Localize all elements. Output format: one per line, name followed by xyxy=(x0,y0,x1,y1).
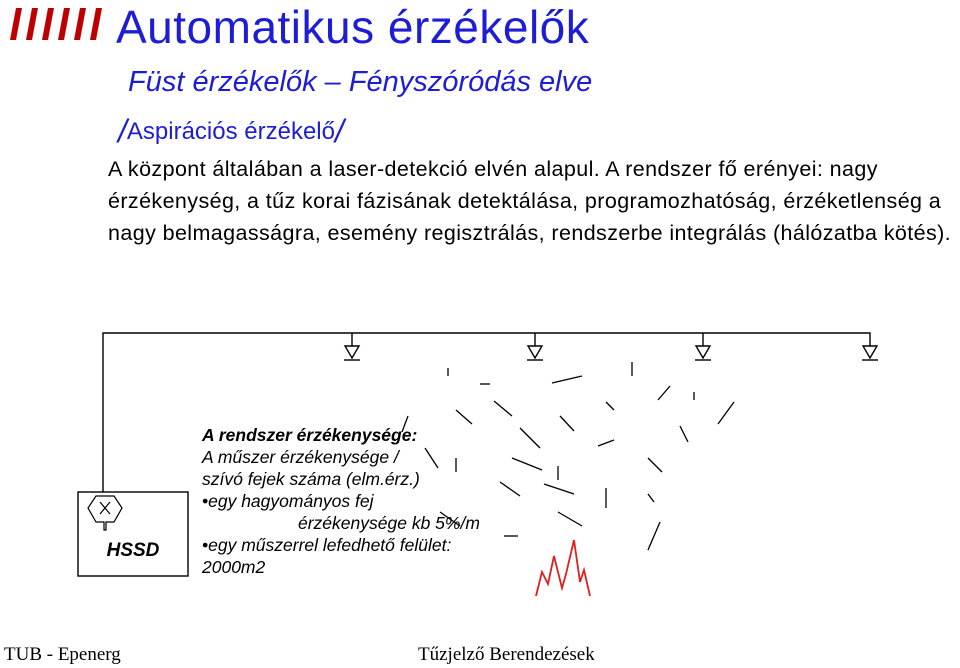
footer-course-title: Tűzjelző Berendezések xyxy=(418,644,595,665)
page-title: Automatikus érzékelők xyxy=(116,1,590,53)
sensitivity-bullet: •egy műszerrel lefedhető felület: xyxy=(202,535,452,555)
sensitivity-line: szívó fejek száma (elm.érz.) xyxy=(202,469,420,489)
sensitivity-bullet: •egy hagyományos fej xyxy=(202,491,374,511)
page-subtitle: Füst érzékelők – Fényszóródás elve xyxy=(128,66,593,98)
hssd-device xyxy=(78,492,188,576)
sampling-head-icon xyxy=(695,346,711,360)
sensitivity-line: A műszer érzékenysége / xyxy=(202,447,399,467)
sensitivity-heading: A rendszer érzékenysége: xyxy=(202,425,418,445)
hssd-device-label: HSSD xyxy=(106,540,160,561)
sampling-head-icon xyxy=(527,346,543,360)
sensitivity-bullet-continuation: érzékenysége kb 5%/m xyxy=(298,513,480,533)
footer-organization: TUB - Epenerg xyxy=(4,644,121,665)
flame-icon xyxy=(536,540,590,596)
description-paragraph: A központ általában a laser-detekció elvén alapul. A rendszer fő erényei: nagy érzékenység, a tűz korai fázisának detektálása, programozhatóság, érzéketlenség a nagy belmagasságra, esemény regisztrálás, rendszerbe integrálás (hálózatba kötés). xyxy=(108,157,952,245)
sensitivity-bullet-continuation: 2000m2 xyxy=(202,557,266,577)
sensitivity-info xyxy=(202,424,480,578)
sampling-head-icon xyxy=(344,346,360,360)
section-label: /Aspirációs érzékelő/ xyxy=(118,113,344,149)
sampling-head-icon xyxy=(862,346,878,360)
